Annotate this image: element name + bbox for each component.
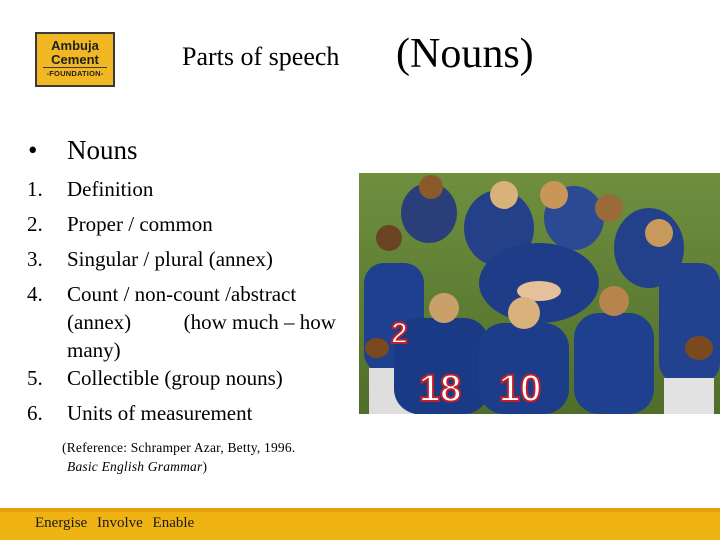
footer-tagline: Energise Involve Enable (35, 515, 195, 531)
list-text: Count / non-count /abstract (annex) (how much – how many) (67, 282, 342, 362)
list-number: 6. (27, 401, 43, 425)
slide-title-main: (Nouns) (396, 31, 534, 77)
topic-list (27, 175, 347, 434)
list-text: Collectible (group nouns) (67, 366, 283, 390)
softball-team-huddle-photo (359, 173, 720, 414)
logo-divider (43, 67, 107, 68)
list-item (27, 175, 347, 210)
list-text: Units of measurement (67, 401, 253, 425)
logo-line-3: -FOUNDATION- (46, 69, 104, 78)
list-text: Proper / common (67, 212, 213, 236)
footer-bar (0, 508, 720, 540)
list-item (27, 245, 347, 280)
list-item (27, 210, 347, 245)
list-number: 4. (27, 282, 43, 306)
list-text: Definition (67, 177, 154, 201)
list-number: 3. (27, 247, 43, 271)
list-text: Singular / plural (annex) (67, 247, 273, 271)
list-number: 2. (27, 212, 43, 236)
slide-title-prefix: Parts of speech (182, 42, 340, 71)
jersey-number: 2 (391, 317, 408, 350)
footer-stripe (0, 508, 720, 512)
bullet-heading-text: Nouns (67, 135, 138, 165)
logo-line-1: Ambuja (51, 38, 99, 53)
reference-note (62, 438, 295, 476)
reference-line-1: (Reference: Schramper Azar, Betty, 1996. (62, 440, 296, 455)
bullet-symbol: • (28, 135, 38, 165)
list-item (27, 280, 347, 364)
jersey-number: 18 (419, 368, 462, 410)
jersey-number: 10 (499, 368, 542, 410)
ambuja-cement-foundation-logo (35, 32, 115, 87)
list-item (27, 364, 347, 399)
logo-line-2: Cement (51, 52, 99, 67)
list-number: 1. (27, 177, 43, 201)
reference-close-paren: ) (202, 459, 208, 474)
reference-book-title: Basic English Grammar (67, 459, 203, 474)
list-number: 5. (27, 366, 43, 390)
list-item (27, 399, 347, 434)
